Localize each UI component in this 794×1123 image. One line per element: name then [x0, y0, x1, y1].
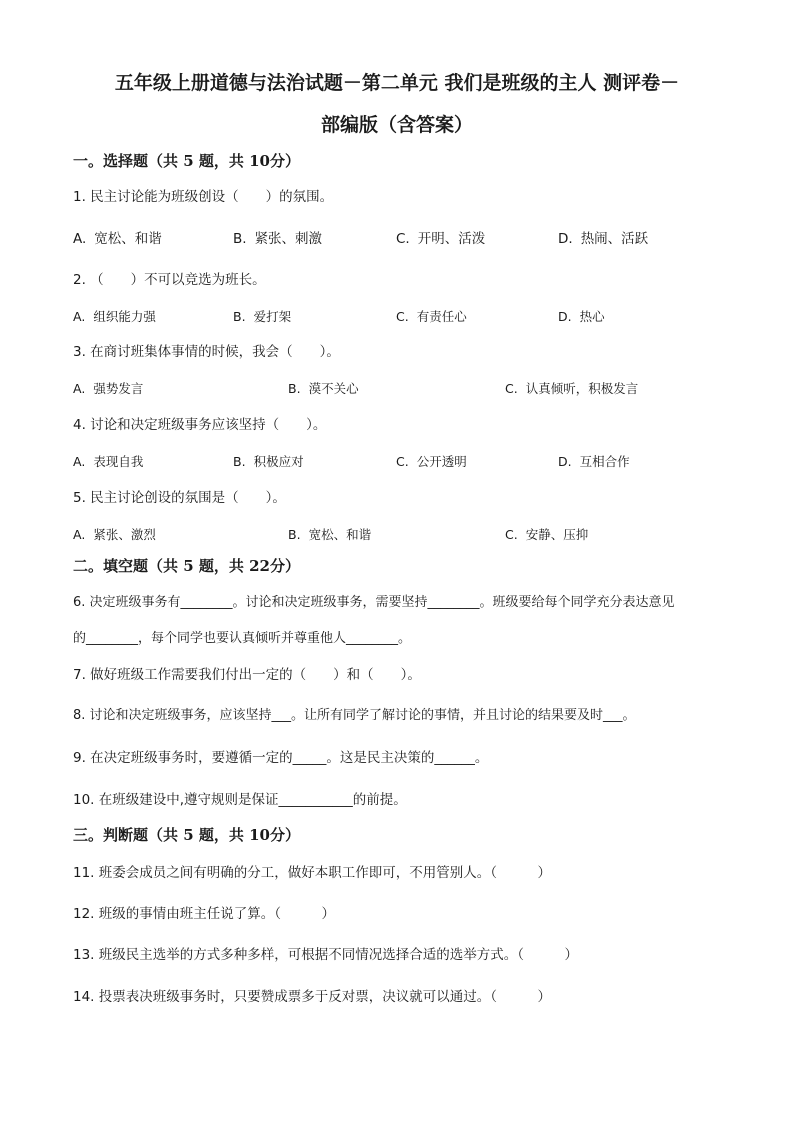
- question-3-option-b: B. 漠不关心: [288, 381, 359, 396]
- question-6-line-1: 6. 决定班级事务有________。讨论和决定班级事务，需要坚持________。班级要给每个同学充分表达意见: [73, 595, 675, 610]
- question-10: 10. 在班级建设中,遵守规则是保证___________的前提。: [73, 792, 407, 808]
- question-3-option-c: C. 认真倾听，积极发言: [505, 381, 639, 396]
- document-title-line-2: 部编版（含答案）: [320, 114, 473, 136]
- question-1-option-d: D. 热闹、活跃: [558, 231, 649, 247]
- question-4: 4. 讨论和决定班级事务应该坚持（ ）。: [73, 417, 327, 433]
- question-2-option-d: D. 热心: [558, 309, 605, 324]
- question-2-option-c: C. 有责任心: [396, 309, 467, 324]
- section-heading-fill: 二。填空题（共 5 题，共 22分）: [73, 557, 300, 575]
- question-3: 3. 在商讨班集体事情的时候，我会（ ）。: [73, 344, 340, 360]
- question-13: 13. 班级民主选举的方式多种多样，可根据不同情况选择合适的选举方式。（ ）: [73, 947, 579, 963]
- question-2-option-a: A. 组织能力强: [73, 309, 156, 324]
- question-14: 14. 投票表决班级事务时，只要赞成票多于反对票，决议就可以通过。（ ）: [73, 989, 552, 1005]
- question-6-line-2: 的________，每个同学也要认真倾听并尊重他人________。: [73, 631, 412, 646]
- question-5-option-c: C. 安静、压抑: [505, 527, 589, 542]
- question-5-option-b: B. 宽松、和谐: [288, 527, 372, 542]
- question-8: 8. 讨论和决定班级事务，应该坚持___。让所有同学了解讨论的事情，并且讨论的结果要及时___。: [73, 708, 636, 723]
- question-12: 12. 班级的事情由班主任说了算。（ ）: [73, 906, 336, 922]
- question-1-option-a: A. 宽松、和谐: [73, 231, 162, 247]
- question-1-option-c: C. 开明、活泼: [396, 231, 486, 247]
- question-4-option-a: A. 表现自我: [73, 454, 144, 469]
- section-heading-choice: 一。选择题（共 5 题，共 10分）: [73, 152, 300, 170]
- section-heading-judge: 三。判断题（共 5 题，共 10分）: [73, 826, 300, 844]
- document-title-line-1: 五年级上册道德与法治试题－第二单元 我们是班级的主人 测评卷－: [114, 72, 680, 94]
- question-4-option-c: C. 公开透明: [396, 454, 467, 469]
- question-2-option-b: B. 爱打架: [233, 309, 292, 324]
- question-3-option-a: A. 强势发言: [73, 381, 144, 396]
- question-4-option-b: B. 积极应对: [233, 454, 304, 469]
- question-1: 1. 民主讨论能为班级创设（ ）的氛围。: [73, 189, 334, 205]
- question-5-option-a: A. 紧张、激烈: [73, 527, 156, 542]
- question-9: 9. 在决定班级事务时，要遵循一定的_____。这是民主决策的______。: [73, 750, 489, 766]
- question-2: 2. （ ）不可以竞选为班长。: [73, 272, 266, 288]
- question-4-option-d: D. 互相合作: [558, 454, 630, 469]
- question-7: 7. 做好班级工作需要我们付出一定的（ ）和（ ）。: [73, 667, 421, 683]
- question-11: 11. 班委会成员之间有明确的分工，做好本职工作即可，不用管别人。（ ）: [73, 865, 552, 881]
- question-5: 5. 民主讨论创设的氛围是（ ）。: [73, 490, 286, 506]
- question-1-option-b: B. 紧张、刺激: [233, 231, 323, 247]
